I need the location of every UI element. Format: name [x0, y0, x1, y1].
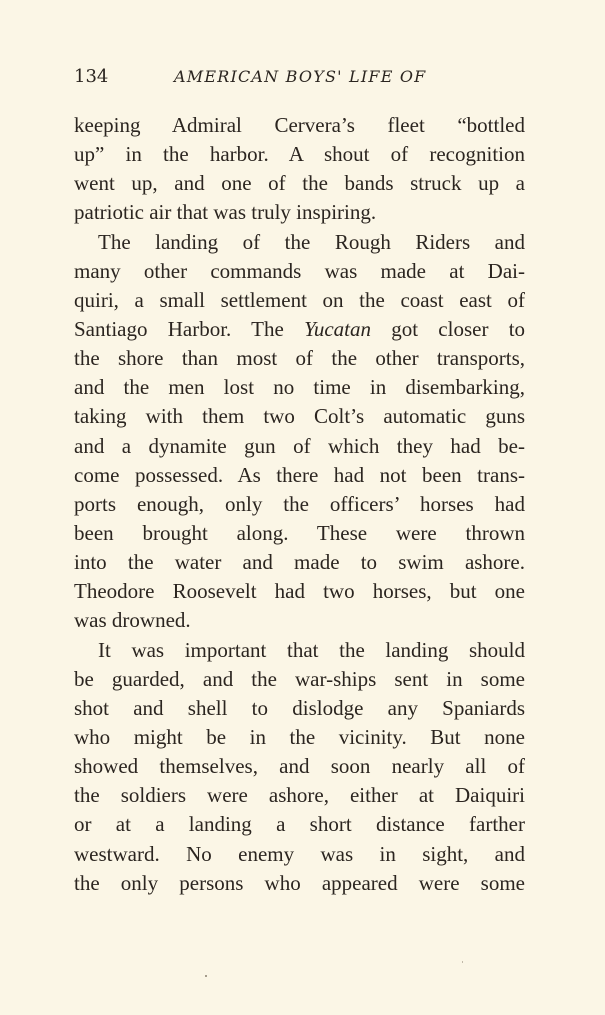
text-line: the soldiers were ashore, either at Daiquiri	[74, 783, 525, 808]
text-line: up” in the harbor. A shout of recognition	[74, 142, 525, 167]
ship-name-italic: Yucatan	[304, 316, 371, 341]
text-line: taking with them two Colt’s automatic guns	[74, 404, 525, 429]
paragraph-start-line: The landing of the Rough Riders and	[98, 229, 525, 254]
paper-speck	[205, 975, 207, 977]
text-line: and the men lost no time in disembarking,	[74, 375, 525, 400]
text-segment: got closer to	[391, 316, 526, 341]
text-line	[74, 315, 525, 344]
running-title: AMERICAN BOYS' LIFE OF	[174, 67, 427, 86]
text-line: come possessed. As there had not been trans-	[74, 462, 525, 487]
body-text	[74, 111, 525, 898]
text-line: the shore than most of the other transports,	[74, 346, 525, 371]
text-line: the only persons who appeared were some	[74, 870, 525, 895]
text-line: be guarded, and the war-ships sent in some	[74, 666, 525, 691]
text-line: who might be in the vicinity. But none	[74, 724, 525, 749]
text-line: and a dynamite gun of which they had be-	[74, 433, 525, 458]
text-line: showed themselves, and soon nearly all of	[74, 754, 525, 779]
text-line: many other commands was made at Dai-	[74, 258, 525, 283]
text-segment: Santiago Harbor. The	[74, 316, 284, 341]
text-line: quiri, a small settlement on the coast east of	[74, 287, 525, 312]
text-line: went up, and one of the bands struck up a	[74, 171, 525, 196]
text-line: patriotic air that was truly inspiring.	[74, 200, 377, 225]
text-line: or at a landing a short distance farther	[74, 812, 525, 837]
paragraph-start-line: It was important that the landing should	[98, 637, 525, 662]
text-line: keeping Admiral Cervera’s fleet “bottled	[74, 113, 525, 137]
text-line: was drowned.	[74, 608, 191, 633]
running-header	[74, 64, 534, 90]
text-line: Theodore Roosevelt had two horses, but one	[74, 579, 525, 604]
text-line: into the water and made to swim ashore.	[74, 550, 525, 575]
text-line: westward. No enemy was in sight, and	[74, 841, 525, 866]
text-line: shot and shell to dislodge any Spaniards	[74, 695, 525, 720]
text-line: been brought along. These were thrown	[74, 520, 525, 545]
text-line: ports enough, only the officers’ horses had	[74, 491, 525, 516]
paper-speck	[462, 961, 463, 963]
page-number: 134	[74, 66, 109, 87]
